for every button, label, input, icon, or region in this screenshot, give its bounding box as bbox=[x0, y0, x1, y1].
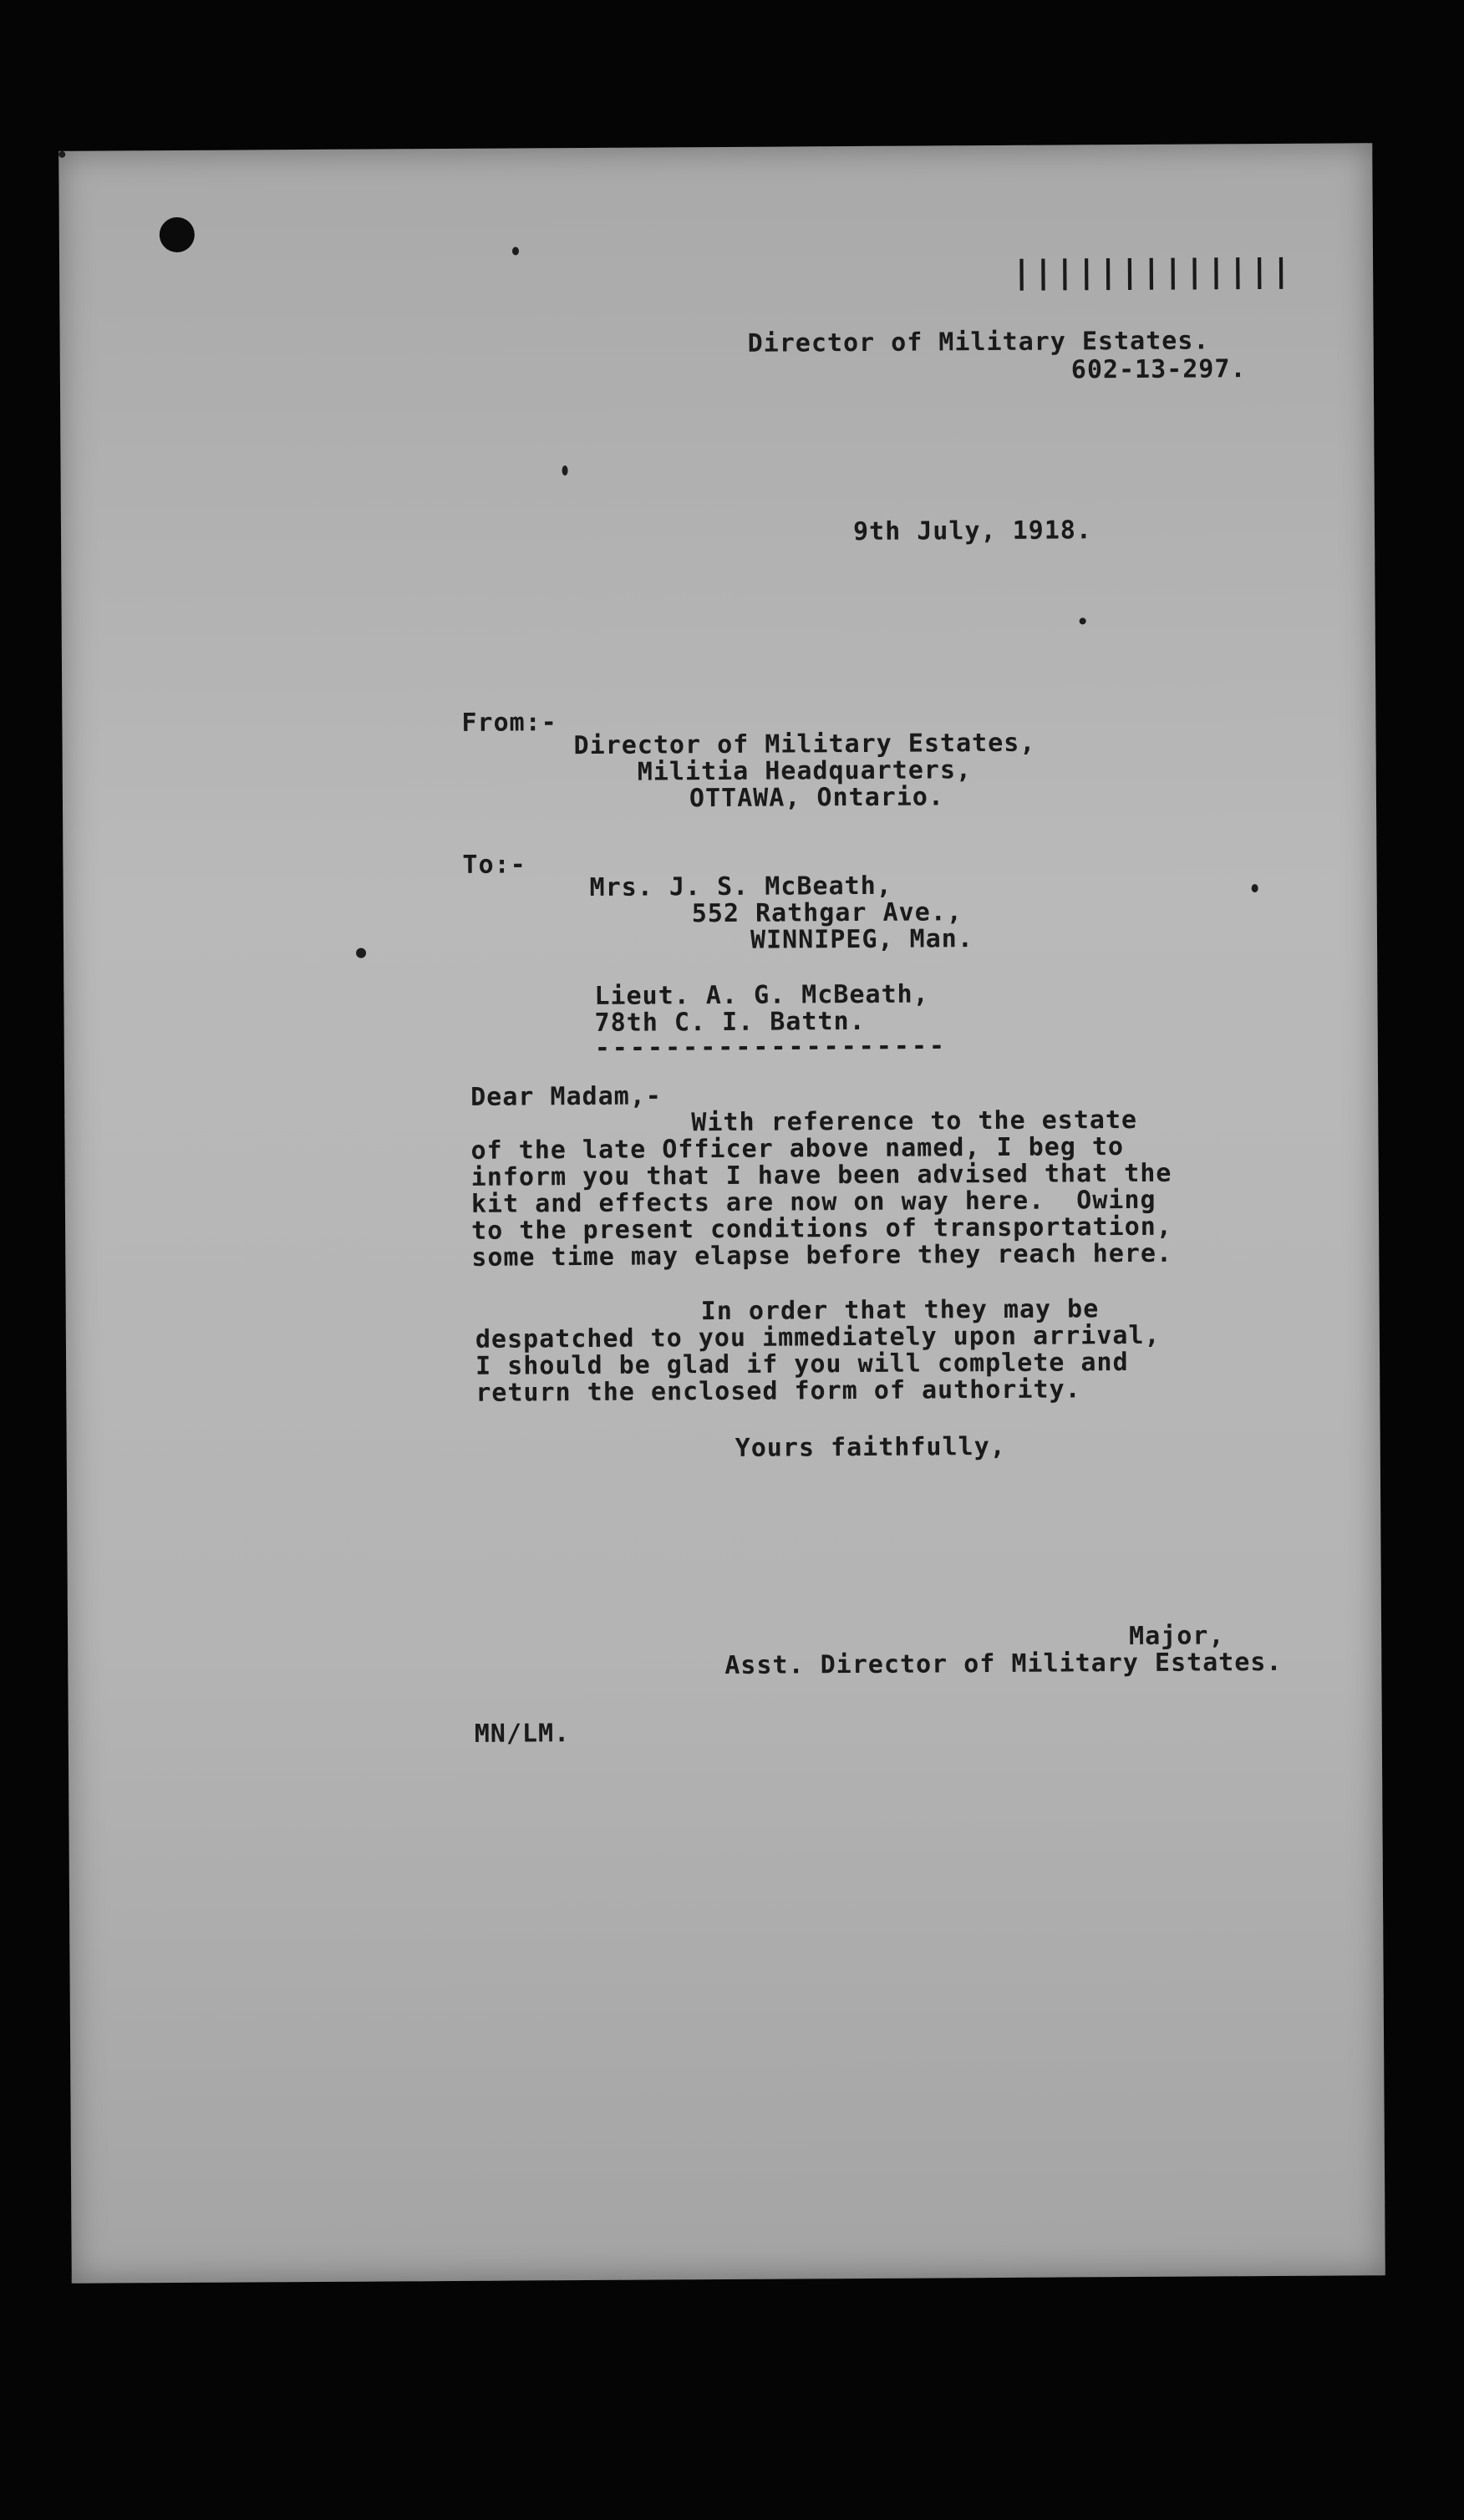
subject-rule: -------------------- bbox=[594, 1031, 948, 1063]
file-number: 602-13-297. bbox=[1070, 354, 1247, 385]
punch-hole bbox=[160, 217, 195, 252]
speck bbox=[1080, 617, 1086, 624]
closing: Yours faithfully, bbox=[735, 1431, 1006, 1463]
paragraph1-line-4: kit and effects are now on way here. Owing bbox=[470, 1185, 1156, 1219]
tally-marks: ||||||||||||| bbox=[1011, 251, 1294, 291]
to-line-2: 552 Rathgar Ave., bbox=[691, 897, 963, 929]
from-label: From:- bbox=[461, 708, 557, 738]
header-title: Director of Military Estates. bbox=[747, 326, 1210, 358]
letter-date: 9th July, 1918. bbox=[852, 516, 1093, 547]
letter-page bbox=[58, 143, 1385, 2284]
speck bbox=[1252, 884, 1258, 892]
signature-rank: Major, bbox=[1128, 1621, 1225, 1652]
to-line-1: Mrs. J. S. McBeath, bbox=[589, 871, 892, 902]
from-line-1: Director of Military Estates, bbox=[573, 728, 1036, 761]
speck bbox=[562, 465, 568, 475]
signature-title: Asst. Director of Military Estates. bbox=[724, 1647, 1283, 1680]
paragraph2-line-3: I should be glad if you will complete and bbox=[475, 1348, 1129, 1381]
paragraph1-line-6: some time may elapse before they reach here. bbox=[471, 1238, 1173, 1273]
paragraph1-line-5: to the present conditions of transportation, bbox=[471, 1212, 1172, 1246]
speck bbox=[512, 246, 519, 255]
paragraph2-line-1: In order that they may be bbox=[700, 1294, 1100, 1327]
speck bbox=[356, 948, 366, 958]
reference-initials: MN/LM. bbox=[474, 1719, 571, 1749]
paragraph1-line-1: With reference to the estate bbox=[691, 1105, 1138, 1138]
paragraph1-line-3: inform you that I have been advised that the bbox=[470, 1158, 1172, 1192]
subject-line-1: Lieut. A. G. McBeath, bbox=[594, 979, 929, 1011]
from-line-2: Militia Headquarters, bbox=[637, 755, 973, 787]
to-label: To:- bbox=[462, 850, 526, 880]
to-line-3: WINNIPEG, Man. bbox=[750, 924, 973, 955]
paragraph1-line-2: of the late Officer above named, I beg to bbox=[470, 1132, 1125, 1166]
from-line-3: OTTAWA, Ontario. bbox=[689, 782, 945, 814]
speck bbox=[58, 151, 65, 158]
paragraph2-line-4: return the enclosed form of authority. bbox=[475, 1374, 1081, 1408]
subject-line-2: 78th C. I. Battn. bbox=[594, 1006, 866, 1038]
salutation: Dear Madam,- bbox=[470, 1081, 662, 1112]
paragraph2-line-2: despatched to you immediately upon arrival, bbox=[475, 1320, 1161, 1354]
